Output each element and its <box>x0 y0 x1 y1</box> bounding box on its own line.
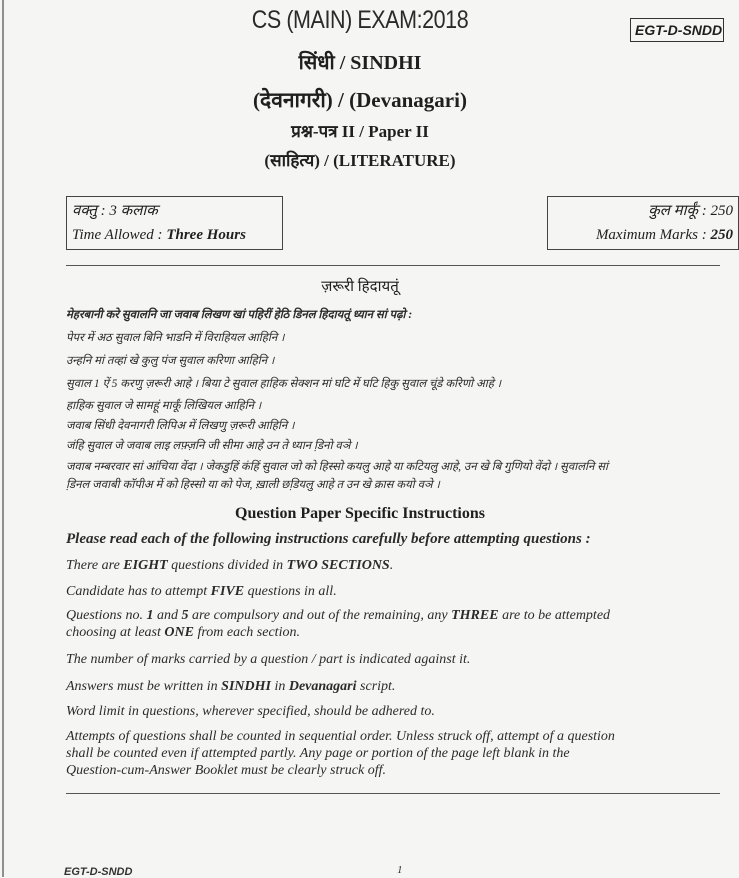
instruction-item <box>66 557 726 574</box>
instruction-item-continued <box>66 624 726 641</box>
instruction-emphasis: SINDHI <box>221 679 271 694</box>
sindhi-instruction-line: डि़नल जवाबी कॉपीअ में को हिस्सो या को पेज, ख़ाली छडि़यलु आहे त उन खे क्रास कयो वञे । <box>66 479 440 491</box>
maximum-marks-english <box>553 223 733 247</box>
instruction-text: There are <box>66 558 124 573</box>
instruction-text: and <box>153 608 182 623</box>
instruction-emphasis: FIVE <box>210 584 245 599</box>
exam-title: CS (MAIN) EXAM:2018 <box>251 6 469 34</box>
sindhi-instruction-line: सुवाल 1 ऐं 5 करणु ज़रूरी आहे । बिया टे सुवाल हाहिक सेक्शन मां घटि में घटि हिकु सुवाल चूंडे करिणो आहे । <box>66 378 502 390</box>
instruction-text: script. <box>356 679 396 694</box>
sindhi-instruction-line: जंहि सुवाल जे जवाब लाइ लफ़्ज़नि जी सीमा आहे उन ते ध्यान डि़नो वञे । <box>66 440 358 452</box>
english-instructions-heading: Question Paper Specific Instructions <box>235 505 485 522</box>
sindhi-instruction-line: हाहिक सुवाल जे सामहूं मार्कूं लिखियल आहिनि । <box>66 400 262 412</box>
instruction-item: The number of marks carried by a question / part is indicated against it. <box>66 652 471 667</box>
instruction-emphasis: TWO SECTIONS <box>286 558 390 573</box>
maximum-marks-hindi: कुल मार्कूं : 250 <box>648 203 733 219</box>
instruction-text: choosing at least <box>66 625 165 640</box>
time-allowed-label: Time Allowed : <box>72 227 167 243</box>
footer-paper-code: EGT-D-SNDD <box>64 866 133 878</box>
instruction-text: questions divided in <box>167 558 287 573</box>
instruction-emphasis: THREE <box>451 608 499 623</box>
instruction-item: Word limit in questions, wherever specified, should be adhered to. <box>66 704 435 719</box>
sindhi-instruction-line: मेहरबानी करे सुवालनि जा जवाब लिखण खां पहिरीं हेठि डिनल हिदायतूं ध्यान सां पढ़ो : <box>66 309 413 321</box>
maximum-marks-label: Maximum Marks : <box>595 227 711 243</box>
maximum-marks-box <box>547 196 739 250</box>
divider <box>66 793 720 794</box>
sindhi-instruction-line: उन्हनि मां तव्हां खे कुलु पंज सुवाल करिणा आहिनि । <box>66 355 275 367</box>
page-number: 1 <box>397 864 403 876</box>
instruction-item <box>66 583 726 600</box>
instruction-text: Candidate has to attempt <box>66 584 211 599</box>
paper-type: (साहित्य) / (LITERATURE) <box>264 151 456 170</box>
instruction-text: Answers must be written in <box>66 679 222 694</box>
sindhi-instruction-line: जवाब नम्बरवार सां आंचिया वेंदा । जेकडुहिं कंहिं सुवाल जो को हिस्सो कयलु आहे या कटियलु आहे, उन खे बि गुणियो वेंदो । सुवालनि सां <box>66 461 608 473</box>
instruction-text: are compulsory and out of the remaining, any <box>188 608 452 623</box>
instruction-text: from each section. <box>193 625 300 640</box>
instruction-item <box>66 607 726 624</box>
instruction-text: questions in all. <box>244 584 337 599</box>
sindhi-instructions-heading: ज़रूरी हिदायतूं <box>321 279 399 295</box>
instruction-emphasis: 5 <box>181 608 189 623</box>
time-allowed-hindi: वक्तु : 3 कलाक <box>72 203 158 219</box>
script-title: (देवनागरी) / (Devanagari) <box>253 88 467 112</box>
time-allowed-value: Three Hours <box>166 227 246 243</box>
maximum-marks-value: 250 <box>710 227 733 243</box>
instruction-text: Questions no. <box>66 608 147 623</box>
instruction-emphasis: ONE <box>164 625 194 640</box>
instruction-item <box>66 678 726 695</box>
divider <box>66 265 720 266</box>
instruction-emphasis: 1 <box>146 608 154 623</box>
attempts-line: shall be counted even if attempted partly. Any page or portion of the page left blank in the <box>66 746 570 761</box>
time-allowed-english <box>72 223 277 247</box>
paper-number: प्रश्न-पत्र II / Paper II <box>291 122 429 141</box>
instruction-text: in <box>270 679 289 694</box>
please-read-line: Please read each of the following instructions carefully before attempting questions : <box>66 531 591 547</box>
instruction-text: . <box>389 558 394 573</box>
paper-code-box: EGT-D-SNDD <box>630 18 724 42</box>
attempts-line: Attempts of questions shall be counted in sequential order. Unless struck off, attempt of a question <box>66 729 615 744</box>
sindhi-instruction-line: पेपर में अठ सुवाल बिनि भाडनि में विराहियल आहिनि । <box>66 332 285 344</box>
subject-title: सिंधी / SINDHI <box>298 52 422 74</box>
instruction-emphasis: EIGHT <box>123 558 168 573</box>
sindhi-instruction-line: जवाब सिंधी देवनागरी लिपिअ में लिखणु ज़रूरी आहिनि । <box>66 420 295 432</box>
attempts-line: Question-cum-Answer Booklet must be clearly struck off. <box>66 763 386 778</box>
time-allowed-box <box>66 196 283 250</box>
instruction-emphasis: Devanagari <box>288 679 357 694</box>
instruction-text: are to be attempted <box>498 608 611 623</box>
